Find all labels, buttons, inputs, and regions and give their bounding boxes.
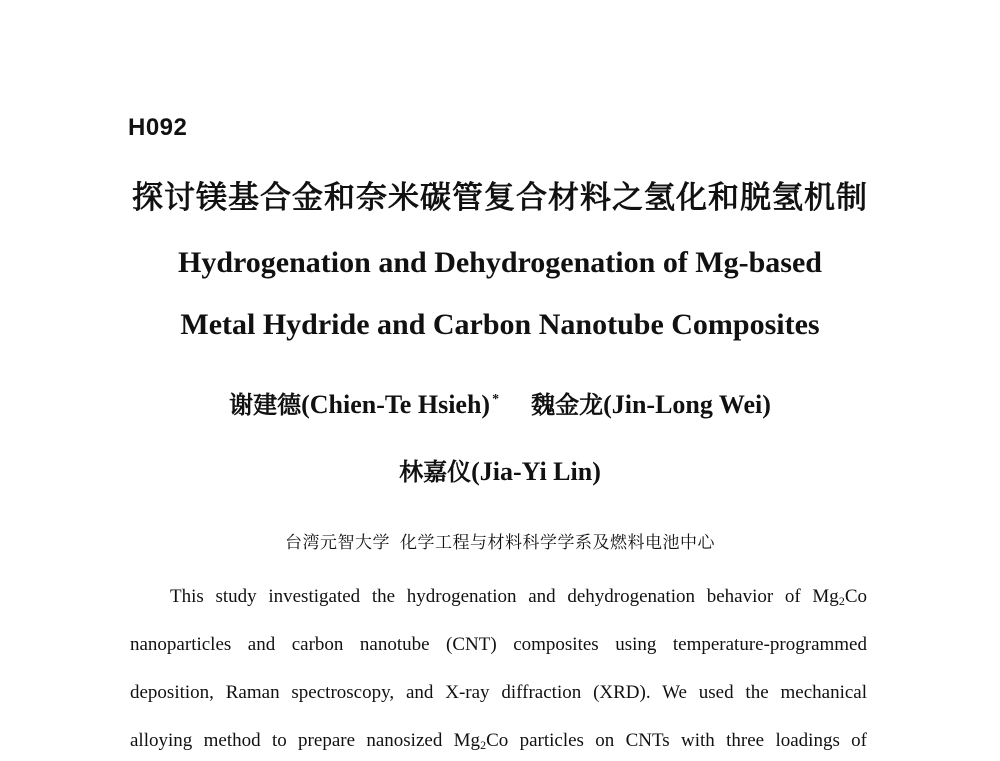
author-3-name-cn: 林嘉仪 [399, 458, 472, 486]
author-1-name-en: (Chien-Te Hsieh) [301, 390, 491, 419]
author-2-name-en: (Jin-Long Wei) [603, 390, 771, 419]
abstract-line-2: nanoparticles and carbon nanotube (CNT) composites using temperature-programmed [130, 634, 867, 655]
chinese-title: 探讨镁基合金和奈米碳管复合材料之氢化和脱氢机制 [132, 180, 868, 216]
abstract-line-1: This study investigated the hydrogenation and dehydrogenation behavior of $Mg_2Co$ [170, 586, 867, 608]
abstract-line-4: alloying method to prepare nanosized $Mg_2Co$ particles on CNTs with three loadings of [130, 730, 868, 752]
affiliation-university: 台湾元智大学 [285, 533, 390, 553]
english-title-line-1: Hydrogenation and Dehydrogenation of Mg-based [178, 246, 822, 279]
abstract-paragraph [130, 0, 867, 761]
english-title-line-2: Metal Hydride and Carbon Nanotube Composites [180, 308, 820, 341]
abstract-line-3: deposition, Raman spectroscopy, and X-ray diffraction (XRD). We used the mechanical [130, 682, 867, 703]
affiliation-department: 化学工程与材料科学学系及燃料电池中心 [400, 533, 715, 553]
paper-code: H092 [128, 114, 188, 141]
author-2-name-cn: 魏金龙 [531, 391, 604, 419]
author-3-name-en: (Jia-Yi Lin) [471, 457, 601, 486]
corresponding-author-mark: * [492, 392, 500, 407]
author-1-name-cn: 谢建德 [229, 391, 302, 419]
